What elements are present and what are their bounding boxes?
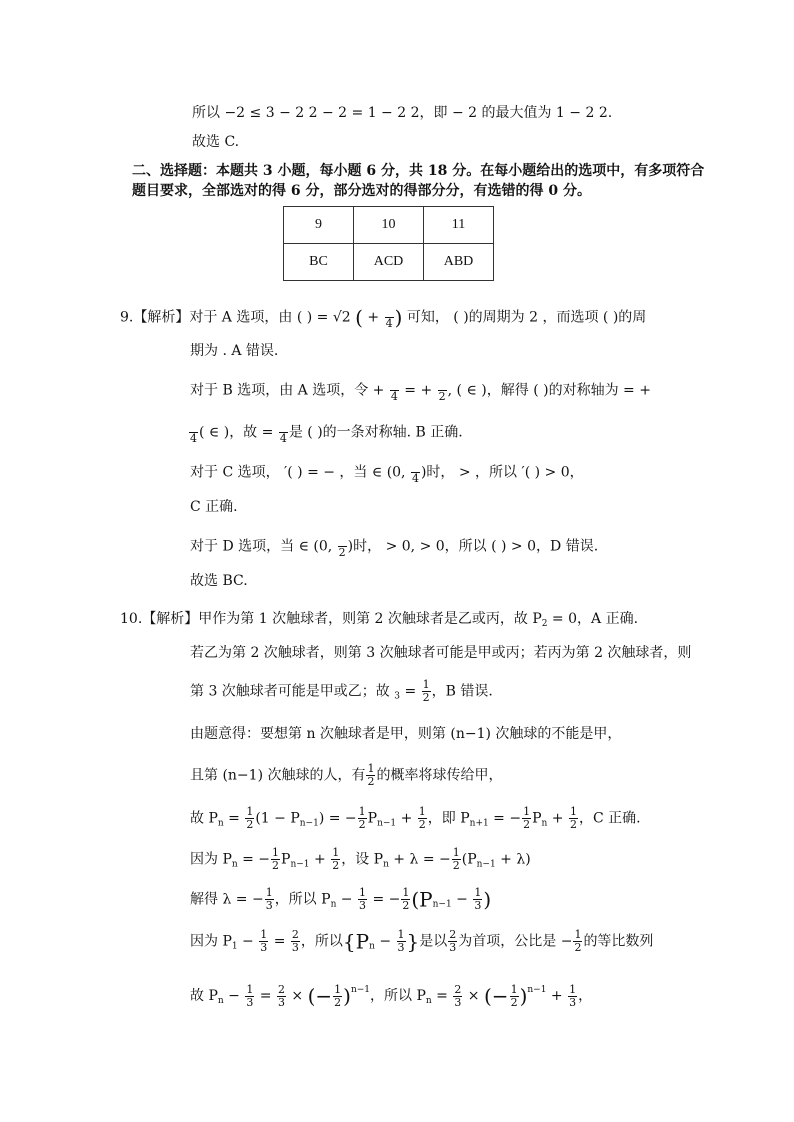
q9-line-3: 对于 B 选项，由 A 选项，令 + 4 = + 2 , ( ∈ )，解得 ( )的对称轴为 = + (190, 378, 651, 403)
intro-line-1: 所以 −2 ≤ 3 − 2 2 − 2 = 1 − 2 2，即 − 2 的最大值为 1 − 2 2. (192, 105, 613, 121)
answer-11: ABD (424, 244, 494, 281)
q10-line-8: 解得 λ = − $\frac{1}{3}$ ，所以 $P_n$ − $\frac{1}{3}$ = − $\frac{1}{2}$ ($P_{n-1}$ − $\frac{1}{3}$ ) (190, 886, 492, 912)
answer-table (283, 206, 494, 281)
q9-line-5: 对于 C 选项， ′( ) = − ，当 ∈ (0, 4 )时， > ，所以 ′( ) > 0， (190, 460, 584, 485)
section-2-heading-line-2: 题目要求，全部选对的得 6 分，部分选对的得部分分，有选错的得 0 分。 (132, 183, 591, 199)
q10-line-1: 10.【解析】甲作为第 1 次触球者，则第 2 次触球者是乙或丙，故 $P_2 = 0$，A 正确. (120, 611, 639, 629)
question-number-10: 10 (354, 207, 424, 244)
q9-line-2: 期为 . A 错误. (190, 343, 279, 359)
q9-line-1: 9.【解析】对于 A 选项，由 ( ) = √2 ( + 4 ) 可知， ( )的周期为 2 ，而选项 ( )的周 (120, 305, 647, 330)
answer-10: ACD (354, 244, 424, 281)
q10-line-4: 由题意得：要想第 n 次触球者是甲，则第 (n−1) 次触球的不能是甲， (190, 726, 622, 742)
answer-9: BC (284, 244, 354, 281)
q9-line-4: 4 ( ∈ )，故 = 4 是 ( )的一条对称轴. B 正确. (188, 420, 463, 445)
table-row (284, 244, 494, 281)
intro-line-2: 故选 C. (192, 134, 240, 150)
q10-line-9: 因为 $P_1$ − $\frac{1}{3}$ = $\frac{2}{3}$ ，所以{$P_n$ − $\frac{1}{3}$ }是以 $\frac{2}{3}$ 为首项，公比是 − $\frac{1}{2}$ 的等比数列 (190, 928, 654, 954)
q10-line-6: 故 $P_n$ = $\frac{1}{2}$ $(1 - P_{n-1})$ = − $\frac{1}{2}$ $P_{n-1}$ + $\frac{1}{2}$ ，即 $P_{n+1}$ = − $\frac{1}{2}$ $P_n$ + $\frac{1}{2}$ ，C 正确. (190, 805, 641, 831)
question-number-9: 9 (284, 207, 354, 244)
q9-line-7: 对于 D 选项，当 ∈ (0, 2 )时， > 0, > 0，所以 ( ) > 0，D 错误. (190, 534, 598, 559)
section-2-heading-line-1: 二、选择题：本题共 3 小题，每小题 6 分，共 18 分。在每小题给出的选项中，有多项符合 (132, 163, 705, 179)
q9-line-8: 故选 BC. (190, 573, 248, 589)
q10-line-10: 故 $P_n$ − $\frac{1}{3}$ = $\frac{2}{3}$ × (− $\frac{1}{2}$ )$^{n-1}$，所以 $P_n$ = $\frac{2}{3}$ × (− $\frac{1}{2}$ )$^{n-1}$ + $\frac{1}{3}$ ， (190, 982, 593, 1009)
table-row (284, 207, 494, 244)
q10-line-2: 若乙为第 2 次触球者，则第 3 次触球者可能是甲或丙；若丙为第 2 次触球者，则 (190, 645, 692, 661)
q10-line-3: 第 3 次触球者可能是甲或乙；故 $_3$ = $\frac{1}{2}$ ，B 错误. (190, 678, 493, 704)
q9-line-6: C 正确. (190, 499, 238, 515)
question-number-11: 11 (424, 207, 494, 244)
q10-line-5: 且第 (n−1) 次触球的人，有 $\frac{1}{2}$ 的概率将球传给甲， (190, 762, 503, 788)
q10-line-7: 因为 $P_n$ = − $\frac{1}{2}$ $P_{n-1}$ + $\frac{1}{2}$ ，设 $P_n + \lambda$ = − $\frac{1}{2}$ $(P_{n-1} + \lambda)$ (190, 846, 531, 872)
